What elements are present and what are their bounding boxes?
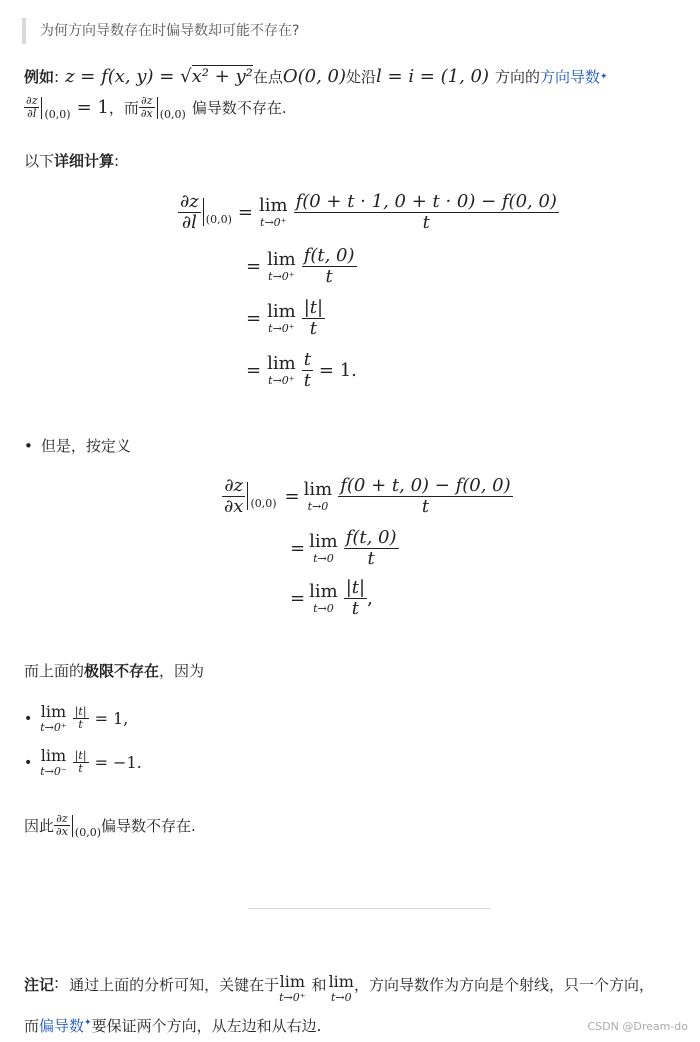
reason-line: 而上面的极限不存在，因为	[24, 662, 205, 680]
partial-eq-row-2: = lim t→0 $\frac{f(t, 0)}{t}$	[290, 527, 397, 569]
example-label: 例如	[24, 68, 55, 86]
note-line: 注记 : 通过上面的分析可知，关键在于 lim t→0⁺ 和 lim t→0 ，方向导数作为方向是个射线，只一个方向，	[24, 972, 654, 1004]
note-label: 注记	[24, 976, 55, 994]
detail-heading: 以下详细计算:	[24, 152, 120, 170]
quote-bar	[22, 18, 26, 44]
dir-eq-row-3: = lim t→0⁺ $\frac{|t|}{t}$	[246, 297, 324, 339]
function-definition: z = f(x, y) = √x² + y²	[65, 66, 253, 87]
directional-derivative-link[interactable]: 方向导数	[540, 68, 601, 86]
dir-eq-row-4: = lim t→0⁺ $\frac{t}{t}$ = 1.	[246, 349, 357, 391]
limit-right-bullet: • lim t→0⁺ $\frac{|t|}{t}$ = 1,	[24, 702, 129, 734]
note-line-2: 而偏导数✦要保证两个方向，从左边和从右边.	[24, 1017, 322, 1035]
conclusion-line: 因此 $\frac{\partial z}{\partial x}$ (0,0) 偏导数不存在.	[24, 811, 196, 839]
link-star-icon: ✦	[84, 1018, 92, 1028]
csdn-watermark: CSDN @Dream-do	[587, 1020, 688, 1033]
direction-vector: l = i = (1, 0)	[376, 66, 489, 87]
link-star-icon: ✦	[600, 71, 608, 82]
bullet-but: • 但是，按定义	[24, 437, 131, 455]
partial-derivative-link[interactable]: 偏导数	[39, 1017, 85, 1035]
partial-eq-row-1: $\frac{\partial z}{\partial x}$ (0,0) = lim t→0 $\frac{f(0 + t, 0) - f(0, 0)}{t}$	[224, 475, 511, 517]
partial-z-x-fraction: $\frac{\partial z}{\partial x}$	[140, 93, 153, 120]
conclusion-partial-fraction: $\frac{\partial z}{\partial x}$	[56, 811, 68, 838]
section-divider	[248, 908, 490, 909]
partial-z-l-fraction: $\frac{\partial z}{\partial l}$	[26, 93, 38, 120]
dir-eq-row-1: $\frac{\partial z}{\partial l}$ (0,0) = lim t→0⁺ $\frac{f(0 + t \cdot 1, 0 + t \cdot 0) - f(0, 0)}{t}$	[180, 191, 557, 233]
question-heading: 为何方向导数存在时偏导数却可能不存在?	[40, 23, 300, 39]
example-line: 例如 : z = f(x, y) = √x² + y² 在点 O(0, 0) 处沿 l = i = (1, 0) 方向的 方向导数 ✦	[24, 66, 608, 87]
example-line-2: $\frac{\partial z}{\partial l}$ (0,0) = 1 ，而 $\frac{\partial z}{\partial x}$ (0,0) 偏导数不存在.	[26, 93, 287, 121]
limit-left-bullet: • lim t→0⁻ $\frac{|t|}{t}$ = −1.	[24, 746, 142, 778]
dir-eq-row-2: = lim t→0⁺ $\frac{f(t, 0)}{t}$	[246, 245, 355, 287]
partial-eq-row-3: = lim t→0 $\frac{|t|}{t}$ ,	[290, 577, 373, 619]
point-origin: O(0, 0)	[282, 66, 347, 87]
